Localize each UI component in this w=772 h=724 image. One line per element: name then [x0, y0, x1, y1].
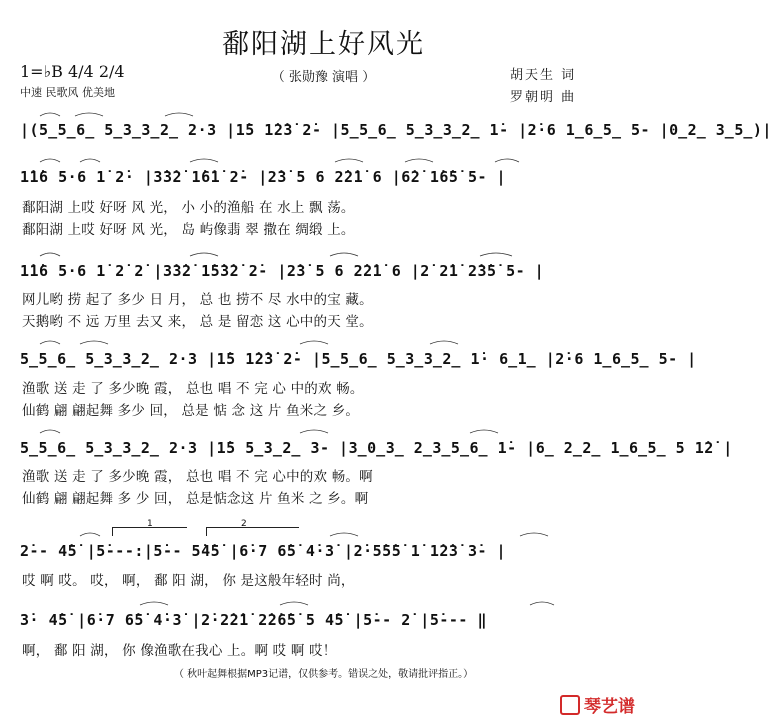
second-ending-bracket: 2: [206, 527, 299, 536]
singer-credit: （ 张勋豫 演唱 ）: [271, 70, 376, 85]
tempo-marking: 中速 民歌风 优美地: [20, 86, 115, 99]
lyric-line-5: 哎 啊 哎。 哎， 啊， 鄱 阳 湖， 你 是这般年轻时 尚，: [22, 573, 355, 589]
lyric-line-3-verse-2: 仙鹤 翩 翩起舞 多少 回， 总是 惦 念 这 片 鱼米之 乡。: [22, 403, 360, 419]
lyric-line-2-verse-1: 网儿哟 捞 起了 多少 日 月， 总 也 捞不 尽 水中的宝 藏。: [22, 292, 373, 308]
notation-row-3: 5̲5̲6̲ 5̲3̲3̲2̲ 2·3 |1̇5 1̇2̇3̇ 2̇- |5̲5̲6̲ 5̲3̲3̲2̲ 1̇· 6̲1̲ |2̇·6 1̲6̲5̲ 5- |: [20, 350, 697, 368]
notation-row-1: 1̇1̇6 5·6 1̇ 2̇· |3̇3̇2̇ 1̇6̇1̇ 2̇- |2̇3̇ 5 6 2̇2̇1̇ 6 |6̇2̇ 1̇6̇5̇ 5- |: [20, 168, 507, 186]
notation-row-6: 3̇· 4̇5̇ |6̇·7 6̇5̇ 4̇·3̇ |2̇·2̇2̇1̇ 2̇2̇6̇5̇ 5 4̇5̇ |5̇-- 2̇ |5̇--- ‖: [20, 611, 488, 629]
lyric-line-2-verse-2: 天鹅哟 不 远 万里 去又 来， 总 是 留恋 这 心中的天 堂。: [22, 314, 373, 330]
lyric-line-3-verse-1: 渔歌 送 走 了 多少晚 霞， 总也 唱 不 完 心 中的欢 畅。: [22, 381, 364, 397]
notation-row-4: 5̲5̲6̲ 5̲3̲3̲2̲ 2·3 |1̇5 5̲3̲2̲ 3- |3̲0̲3̲ 2̲3̲5̲6̲ 1̇- |6̲ 2̲2̲ 1̲6̲5̲ 5 1̇2̇ |: [20, 439, 733, 457]
footer-note: （ 秋叶起舞根据MP3记谱，仅供参考。错误之处，敬请批评指正。）: [173, 669, 474, 680]
lyric-line-1-verse-2: 鄱阳湖 上哎 好呀 风 光， 岛 屿像翡 翠 撒在 绸缎 上。: [22, 222, 355, 238]
lyric-line-1-verse-1: 鄱阳湖 上哎 好呀 风 光， 小 小的渔船 在 水上 飘 荡。: [22, 200, 355, 216]
composer-credit: 罗朝明 曲: [510, 90, 577, 105]
brand-name: 琴艺谱: [584, 697, 635, 717]
song-title: 鄱阳湖上好风光: [222, 29, 425, 60]
first-ending-bracket: 1: [112, 527, 187, 536]
key-signature: 1=♭B 4/4 2/4: [20, 62, 125, 81]
logo-icon: [560, 695, 580, 715]
lyric-line-4-verse-1: 渔歌 送 走 了 多少晚 霞， 总也 唱 不 完 心中的欢 畅。啊: [22, 469, 373, 485]
notation-row-intro: |(5̲5̲6̲ 5̲3̲3̲2̲ 2·3 |1̇5 1̇2̇3̇ 2̇- |5̲5̲6̲ 5̲3̲3̲2̲ 1̇- |2̇·6 1̲6̲5̲ 5- |0̲2̲ 3̲5̲)|: [20, 121, 772, 139]
lyricist-credit: 胡天生 词: [510, 68, 577, 83]
brand-logo: [560, 692, 635, 717]
notation-row-5: 2̇-- 4̇5̇ |5̇---:|5̇-- 5̇4̇5̇ |6̇·7 6̇5̇ 4̇·3̇ |2̇·5̇5̇5̇ 1̇ 1̇2̇3̇ 3̇- |: [20, 542, 507, 560]
lyric-line-4-verse-2: 仙鹤 翩 翩起舞 多 少 回， 总是惦念这 片 鱼米 之 乡。啊: [22, 491, 369, 507]
notation-row-2: 1̇1̇6 5·6 1̇ 2̇ 2̇ |3̇3̇2̇ 1̇5̇3̇2̇ 2̇- |2̇3̇ 5 6 2̇2̇1̇ 6 |2̇ 2̇1̇ 2̇3̇5̇ 5- |: [20, 262, 545, 280]
lyric-line-6: 啊， 鄱 阳 湖， 你 像渔歌在我心 上。啊 哎 啊 哎！: [22, 643, 337, 659]
